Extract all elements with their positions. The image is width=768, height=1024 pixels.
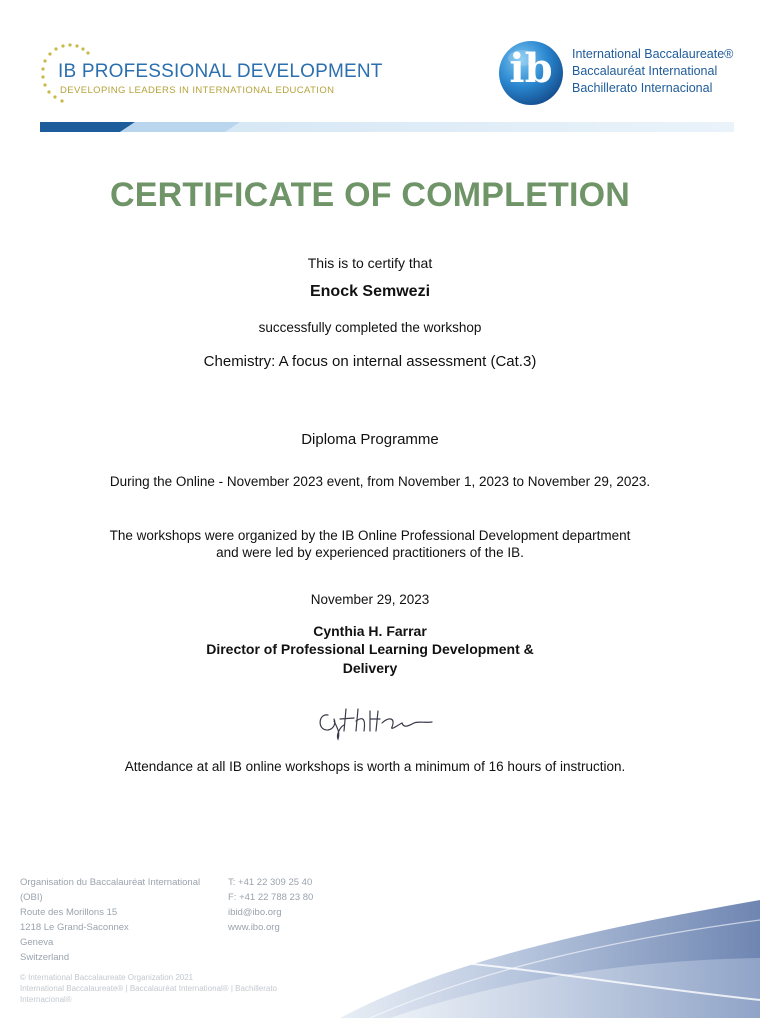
footer-address-line: (OBI) (20, 892, 43, 903)
footer-address-line: Organisation du Baccalauréat International (20, 877, 201, 888)
ib-logo-mark: ib (509, 45, 553, 92)
footer-copyright-line: Internacional® (20, 995, 72, 1004)
footer-swoosh-graphic (330, 890, 768, 1024)
signatory-name: Cynthia H. Farrar (313, 623, 427, 639)
programme-name: Diploma Programme (301, 431, 439, 448)
footer-address (20, 875, 200, 965)
signatory-title-line-2: Delivery (342, 660, 398, 676)
ib-name-en: International Baccalaureate® (572, 47, 734, 61)
organized-line-2: and were led by experienced practitioners of the IB. (216, 545, 524, 560)
certificate-date: November 29, 2023 (310, 592, 430, 607)
recipient-name: Enock Semwezi (309, 283, 431, 300)
footer-email: ibid@ibo.org (228, 907, 282, 918)
pd-logo-tagline: DEVELOPING LEADERS IN INTERNATIONAL EDUCATION (60, 85, 335, 96)
certificate-title: CERTIFICATE OF COMPLETION (109, 176, 630, 214)
footer-copyright-line: International Baccalaureate® | Baccalauréat International® | Bachillerato (20, 984, 277, 993)
footer-copyright-line: © International Baccalaureate Organization 2021 (20, 973, 194, 982)
organized-line-1: The workshops were organized by the IB Online Professional Development department (109, 528, 631, 543)
ib-name-es: Bachillerato Internacional (572, 81, 713, 95)
certify-text: This is to certify that (307, 255, 433, 271)
signatory-title-line-1: Director of Professional Learning Development & (206, 641, 534, 657)
ib-name-fr: Baccalauréat International (572, 64, 718, 78)
completed-text: successfully completed the workshop (258, 320, 482, 335)
attendance-note: Attendance at all IB online workshops is worth a minimum of 16 hours of instruction. (124, 759, 626, 774)
ib-globe-logo (498, 40, 564, 106)
signature-image (314, 703, 440, 743)
workshop-title: Chemistry: A focus on internal assessment (Cat.3) (203, 353, 537, 370)
footer-address-line: 1218 Le Grand-Saconnex (20, 922, 129, 933)
footer-address-line: Geneva (20, 937, 54, 948)
pd-logo-title: IB PROFESSIONAL DEVELOPMENT (58, 61, 383, 82)
header-banner-stripe (40, 122, 734, 132)
footer-fax: F: +41 22 788 23 80 (228, 892, 314, 903)
footer-address-line: Switzerland (20, 952, 70, 963)
footer-copyright (20, 972, 277, 1005)
footer-website: www.ibo.org (228, 922, 280, 933)
event-text: During the Online - November 2023 event, from November 1, 2023 to November 29, 2023. (109, 474, 651, 489)
ib-names (572, 46, 733, 97)
footer-phone: T: +41 22 309 25 40 (228, 877, 313, 888)
footer-contact (228, 875, 313, 935)
footer-address-line: Route des Morillons 15 (20, 907, 118, 918)
